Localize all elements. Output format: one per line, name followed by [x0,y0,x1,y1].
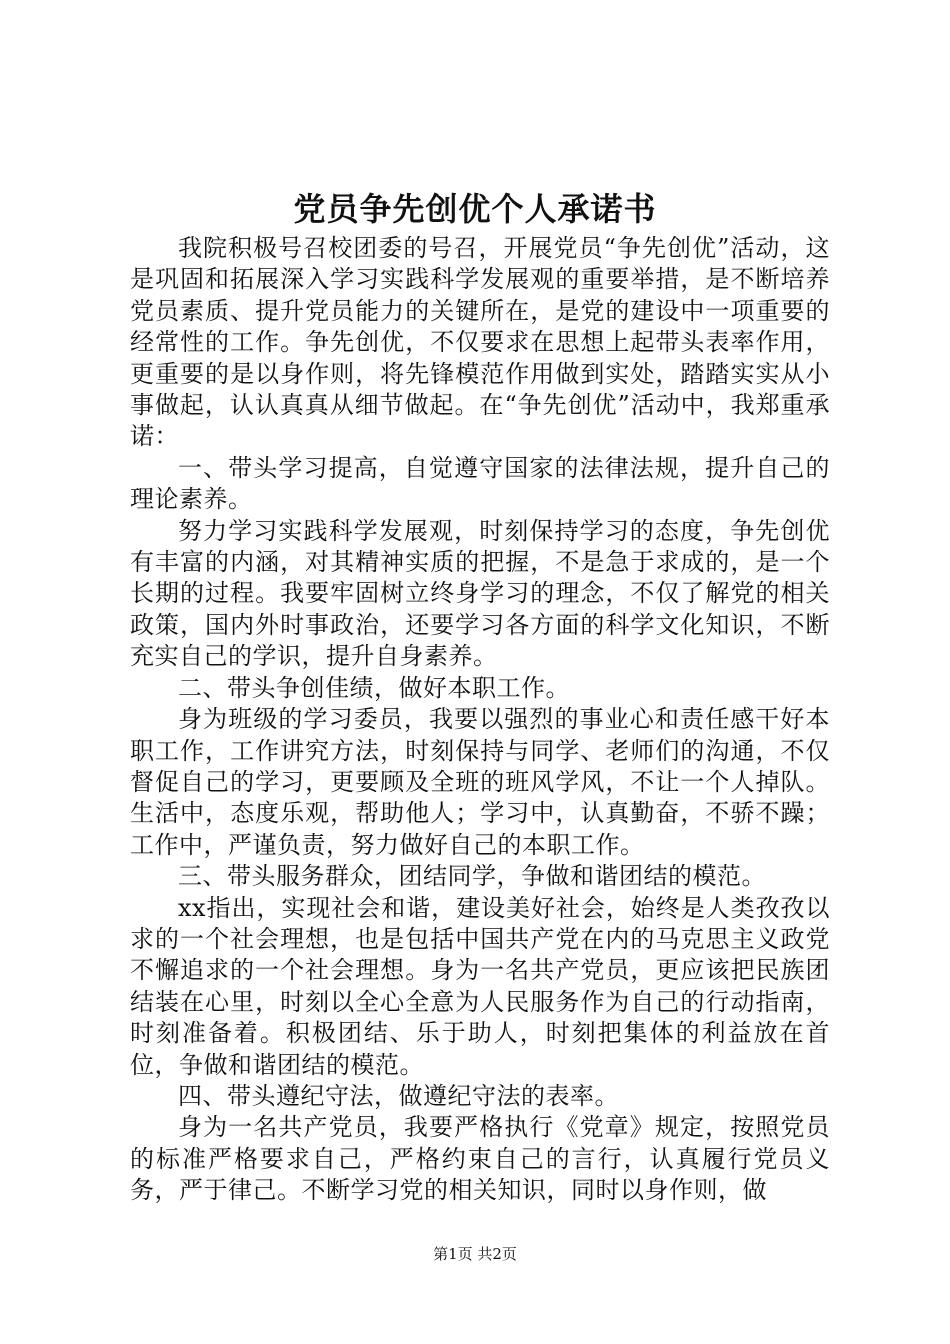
paragraph-heading-3: 三、带头服务群众，团结同学，争做和谐团结的模范。 [178,862,766,891]
paragraph-discipline: 身为一名共产党员，我要严格执行《党章》规定，按照党员的标准严格要求自己，严格约束自己的言行，认真履行党员义务，严于律己。不断学习党的相关知识，同时以身作则，做 [130,1113,830,1205]
document-body [130,233,830,1207]
paragraph-harmony: xx指出，实现社会和谐，建设美好社会，始终是人类孜孜以求的一个社会理想，也是包括中国共产党在内的马克思主义政党不懈追求的一个社会理想。身为一名共产党员，更应该把民族团结装在心里，时刻以全心全意为人民服务作为自己的行动指南，时刻准备着。积极团结、乐于助人，时刻把集体的利益放在首位，争做和谐团结的模范。 [130,893,830,1079]
document-title: 党员争先创优个人承诺书 [293,190,657,228]
paragraph-heading-4: 四、带头遵纪守法，做遵纪守法的表率。 [178,1081,619,1110]
paragraph-study: 努力学习实践科学发展观，时刻保持学习的态度，争先创优有丰富的内涵，对其精神实质的把握，不是急于求成的，是一个长期的过程。我要牢固树立终身学习的理念，不仅了解党的相关政策，国内外时事政治，还要学习各方面的科学文化知识，不断充实自己的学识，提升自身素养。 [130,516,830,671]
paragraph-heading-2: 二、带头争创佳绩，做好本职工作。 [178,673,570,702]
page-number-footer: 第1页 共2页 [433,1245,517,1263]
paragraph-work: 身为班级的学习委员，我要以强烈的事业心和责任感干好本职工作，工作讲究方法，时刻保持与同学、老师们的沟通，不仅督促自己的学习，更要顾及全班的班风学风，不让一个人掉队。生活中，态度乐观，帮助他人；学习中，认真勤奋，不骄不躁；工作中，严谨负责，努力做好自己的本职工作。 [130,705,830,859]
paragraph-heading-1: 一、带头学习提高，自觉遵守国家的法律法规，提升自己的理论素养。 [130,453,830,514]
paragraph-intro: 我院积极号召校团委的号召，开展党员“争先创优”活动，这是巩固和拓展深入学习实践科学发展观的重要举措，是不断培养党员素质、提升党员能力的关键所在，是党的建设中一项重要的经常性的工作。争先创优，不仅要求在思想上起带头表率作用，更重要的是以身作则，将先锋模范作用做到实处，踏踏实实从小事做起，认认真真从细节做起。在“争先创优”活动中，我郑重承诺： [130,234,830,451]
